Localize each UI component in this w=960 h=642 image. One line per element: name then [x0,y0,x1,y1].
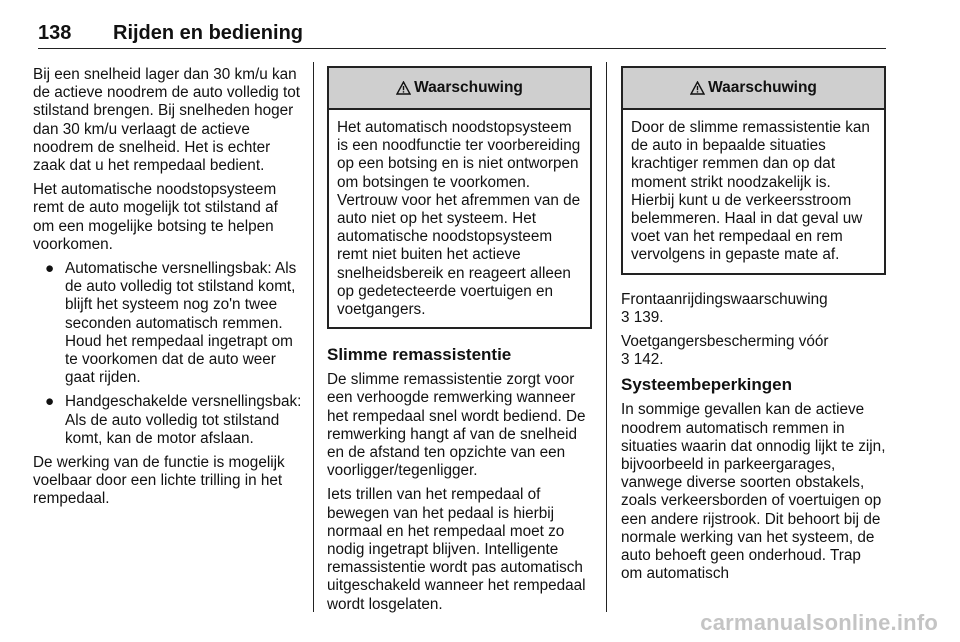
list-item-text: Automatische versnellingsbak: Als de auto volledig tot stilstand komt, blijft het systeem nog zo'n twee seconden automatisch remmen. Houd het rempedaal ingetrapt om te voorkomen dat de auto weer gaat rijden. [65,260,297,387]
list-item [33,260,303,387]
bullet-list [33,260,303,448]
cross-reference-page[interactable]: 3 139. [621,308,664,326]
cross-reference[interactable] [621,333,886,369]
column-3 [621,66,886,589]
warning-text: Door de slimme remassistentie kan de auto in bepaalde situaties krachtiger remmen dan op dat moment strikt noodzakelijk is. Hierbij kunt u de verkeersstroom belemmeren. Haal in dat geval uw voet van het rempedaal en rem vervolgens in gepaste mate af. [631,119,870,264]
paragraph: Het automatische noodstopsysteem remt de auto mogelijk tot stilstand af om een mogelijke botsing te helpen voorkomen. [33,181,278,253]
column-2 [327,66,592,620]
section-heading: Slimme remassistentie [327,345,512,365]
column-1 [33,66,303,515]
warning-title: Waarschuwing [414,78,523,96]
list-item-text: Handgeschakelde versnellingsbak: Als de auto volledig tot stilstand komt, kan de motor afslaan. [65,393,302,447]
list-item [33,393,303,448]
watermark: carmanualsonline.info [700,610,938,635]
paragraph: In sommige gevallen kan de actieve noodrem automatisch remmen in situaties waarin dat onnodig lijkt te zijn, bijvoorbeeld in parkeergarages, vanwege diverse soorten obstakels, zoals verkeersborden of voertuigen op een andere rijstrook. Dit behoort bij de normale werking van het systeem, de auto behoeft geen onderhoud. Trap om automatisch [621,401,886,583]
warning-text: Het automatisch noodstopsysteem is een noodfunctie ter voorbereiding op een botsing en is niet ontworpen om botsingen te voorkomen. Vertrouw voor het afremmen van de auto niet op het systeem. Het automatische noodstopsysteem remt niet buiten het actieve snelheidsbereik en reageert alleen op gedetecteerde voertuigen en voetgangers. [337,119,581,319]
warning-title: Waarschuwing [708,78,817,96]
section-heading: Systeembeperkingen [621,375,793,395]
warning-box [621,66,886,275]
paragraph: De slimme remassistentie zorgt voor een verhoogde remwerking wanneer het rempedaal snel wordt bediend. De remwerking hangt af van de snelheid en de afstand ten opzichte van een voorligger/tegenligger. [327,371,586,480]
cross-reference[interactable] [621,291,886,327]
section-title: Rijden en bediening [113,22,304,44]
paragraph: De werking van de functie is mogelijk voelbaar door een lichte trilling in het rempedaal. [33,454,285,508]
warning-triangle-icon [690,81,705,95]
warning-triangle-icon [396,81,411,95]
header-divider [38,48,886,49]
cross-reference-page[interactable]: 3 142. [621,351,664,369]
cross-reference-label[interactable]: Frontaanrijdingswaarschuwing [621,290,828,308]
page-header [38,22,886,50]
page-number: 138 [38,22,72,44]
paragraph: Bij een snelheid lager dan 30 km/u kan de actieve noodrem de auto volledig tot stilstand brengen. Bij snelheden hoger dan 30 km/u verlaagt de actieve noodrem de snelheid. Het is echter zaak dat u het rempedaal bedient. [33,66,301,175]
column-divider-2 [606,62,607,612]
warning-header [329,68,590,110]
bullet-icon: ● [45,260,55,278]
warning-box [327,66,592,329]
column-divider-1 [313,62,314,612]
cross-reference-label[interactable]: Voetgangersbescherming vóór [621,333,829,351]
warning-header [623,68,884,110]
paragraph: Iets trillen van het rempedaal of bewegen van het pedaal is hierbij normaal en het rempedaal moet zo nodig ingetrapt blijven. Intelligente remassistentie wordt pas automatisch uitgeschakeld wanneer het rempedaal wordt losgelaten. [327,486,586,613]
bullet-icon: ● [45,393,55,411]
